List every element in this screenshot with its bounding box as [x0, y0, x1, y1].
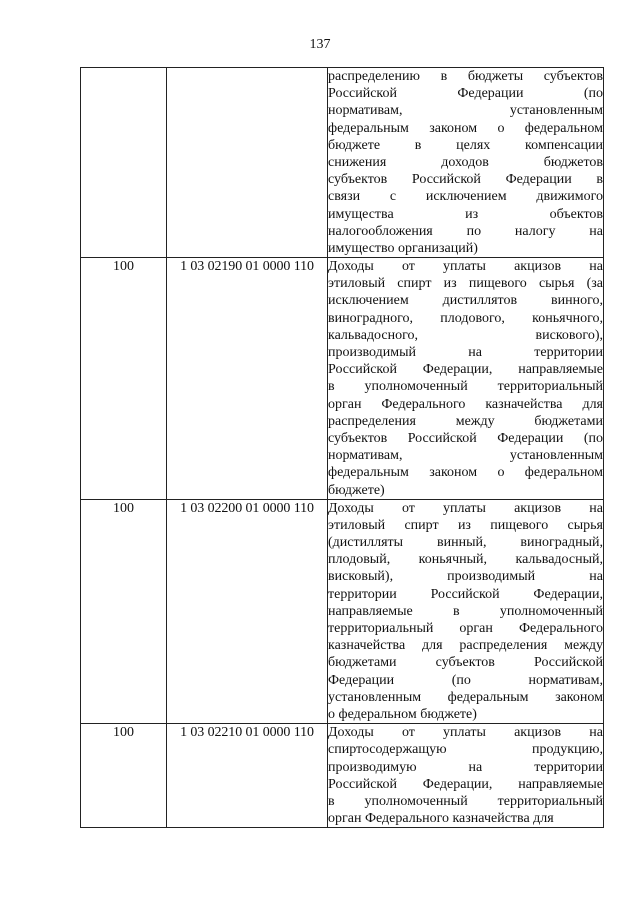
- revenue-name-line: субъектов Российской Федерации в: [328, 172, 603, 188]
- revenue-name-line: имущество организаций): [328, 240, 478, 256]
- revenue-name-line: Доходы от уплаты акцизов на: [328, 500, 603, 516]
- revenue-name-cell: [328, 258, 604, 500]
- budget-classification-code-cell: 1 03 02190 01 0000 110: [167, 258, 328, 500]
- revenue-name-line: территориальный орган Федерального: [328, 621, 603, 636]
- revenue-name-line: кальвадосного, вискового),: [328, 327, 603, 343]
- revenue-name-line: установленным федеральным законом: [328, 689, 603, 705]
- revenue-name-line: орган Федерального казначейства для: [328, 811, 554, 827]
- revenue-name-line: федеральным законом о федеральном: [328, 465, 603, 481]
- revenue-name-line: висковый), производимый на: [328, 569, 603, 585]
- table-row: [81, 499, 604, 723]
- revenue-name-line: Российской Федерации (по: [328, 86, 603, 102]
- table-body: [81, 68, 604, 828]
- admin-code-cell: 100: [81, 258, 167, 500]
- revenue-name-line: федеральным законом о федеральном: [328, 120, 603, 136]
- revenue-name-line: орган Федерального казначейства для: [328, 396, 603, 412]
- budget-classification-code-cell: 1 03 02200 01 0000 110: [167, 499, 328, 723]
- revenue-name-line: Доходы от уплаты акцизов на: [328, 725, 603, 741]
- revenue-name-line: этиловый спирт из пищевого сырья: [328, 517, 603, 533]
- revenue-name-line: казначейства для распределения между: [328, 638, 603, 654]
- revenue-name-line: Российской Федерации, направляемые: [328, 776, 603, 792]
- revenue-name-line: бюджете): [328, 482, 385, 498]
- admin-code-cell: [81, 68, 167, 258]
- revenue-name-cell: [328, 68, 604, 258]
- revenue-name-line: налогообложения по налогу на: [328, 223, 603, 239]
- revenue-name-line: направляемые в уполномоченный: [328, 603, 603, 619]
- revenue-name-line: о федеральном бюджете): [328, 706, 477, 722]
- revenue-classification-table: [80, 67, 604, 828]
- table-row: [81, 724, 604, 828]
- revenue-name-line: спиртосодержащую продукцию,: [328, 742, 603, 758]
- revenue-name-line: связи с исключением движимого: [328, 189, 603, 205]
- table-row: [81, 258, 604, 500]
- revenue-name-line: имущества из объектов: [328, 206, 603, 222]
- revenue-name-line: производимую на территории: [328, 759, 603, 775]
- budget-classification-code-cell: 1 03 02210 01 0000 110: [167, 724, 328, 828]
- revenue-name-line: нормативам, установленным: [328, 448, 603, 464]
- revenue-name-line: Федерации (по нормативам,: [328, 672, 603, 688]
- revenue-name-line: Доходы от уплаты акцизов на: [328, 259, 603, 275]
- revenue-name-line: в уполномоченный территориальный: [328, 379, 603, 395]
- revenue-name-line: плодовый, коньячный, кальвадосный,: [328, 552, 603, 568]
- revenue-name-line: в уполномоченный территориальный: [328, 793, 603, 809]
- revenue-name-line: исключением дистиллятов винного,: [328, 293, 603, 309]
- revenue-name-line: бюджетами субъектов Российской: [328, 655, 603, 671]
- revenue-name-line: снижения доходов бюджетов: [328, 154, 603, 170]
- revenue-name-line: бюджете в целях компенсации: [328, 137, 603, 153]
- revenue-name-line: Российской Федерации, направляемые: [328, 362, 603, 378]
- revenue-name-line: этиловый спирт из пищевого сырья (за: [328, 276, 603, 292]
- revenue-name-line: субъектов Российской Федерации (по: [328, 430, 603, 446]
- budget-classification-code-cell: [167, 68, 328, 258]
- revenue-name-line: распределения между бюджетами: [328, 413, 603, 429]
- revenue-name-line: производимый на территории: [328, 345, 603, 360]
- revenue-name-line: виноградного, плодового, коньячного,: [328, 310, 603, 326]
- admin-code-cell: 100: [81, 499, 167, 723]
- revenue-name-line: территории Российской Федерации,: [328, 586, 603, 602]
- admin-code-cell: 100: [81, 724, 167, 828]
- revenue-name-line: (дистилляты винный, виноградный,: [328, 535, 603, 551]
- revenue-name-cell: [328, 724, 604, 828]
- revenue-name-cell: [328, 499, 604, 723]
- page-number: 137: [309, 37, 331, 52]
- revenue-name-line: распределению в бюджеты субъектов: [328, 69, 603, 84]
- revenue-name-line: нормативам, установленным: [328, 103, 603, 119]
- table-row: [81, 68, 604, 258]
